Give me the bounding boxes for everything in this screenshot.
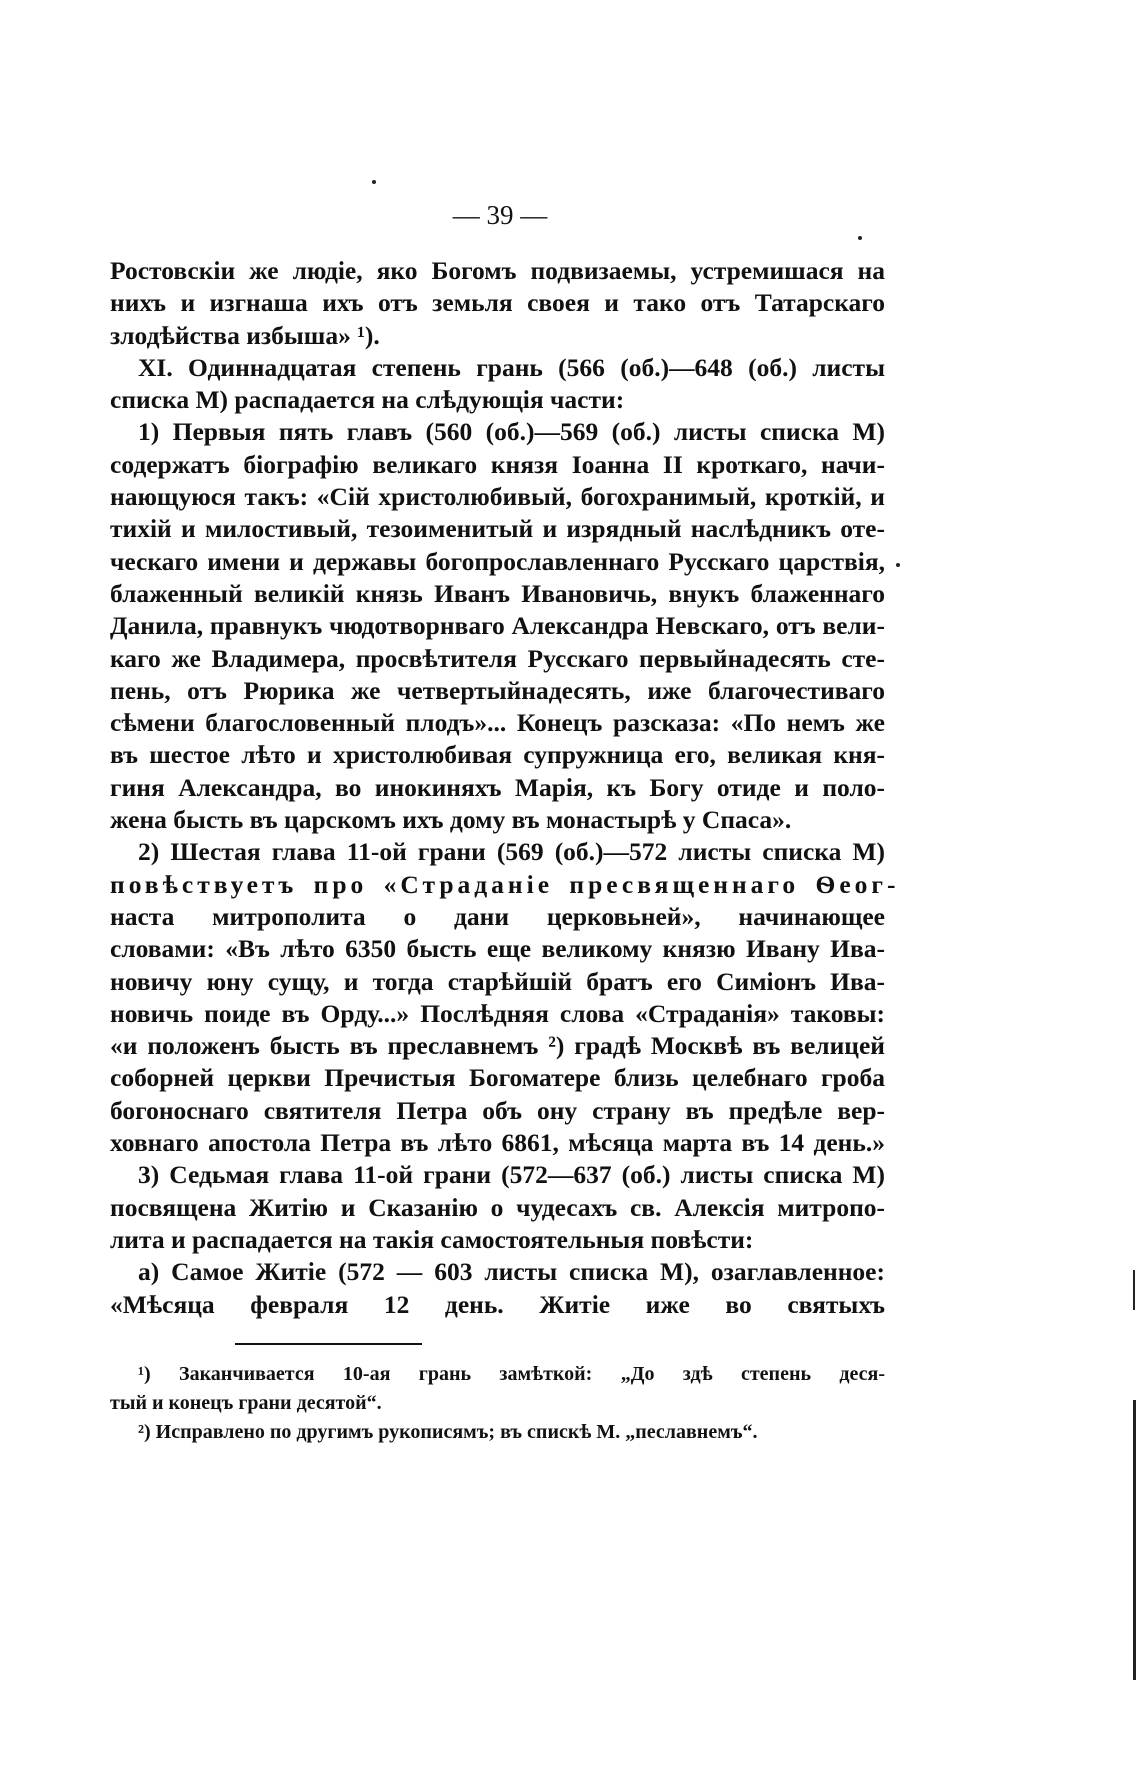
footnote-divider <box>235 1343 422 1345</box>
text-line: новичу юну сущу, и тогда старѣйшій братъ его Симіонъ Ива- <box>110 966 885 996</box>
scan-speck <box>858 236 862 240</box>
text-line: богоноснаго святителя Петра объ ону страну въ предѣле вер- <box>110 1095 885 1125</box>
text-line: въ шестое лѣто и христолюбивая супружница его, великая кня- <box>110 740 885 770</box>
text-line: «Мѣсяца февраля 12 день. Житіе иже во святыхъ <box>110 1289 885 1319</box>
scan-speck <box>372 180 376 184</box>
text-line: списка М) распадается на слѣдующія части: <box>110 385 625 415</box>
footnotes <box>110 1360 885 1447</box>
footnote-line: ¹) Заканчивается 10-ая грань замѣткой: „До здѣ степень деся- <box>138 1363 885 1385</box>
text-line: сѣмени благословенный плодъ»... Конецъ разсказа: «По немъ же <box>110 708 885 738</box>
text-line: XI. Одиннадцатая степень грань (566 (об.)—648 (об.) листы <box>138 352 885 382</box>
text-line: ховнаго апостола Петра въ лѣто 6861, мѣсяца марта въ 14 день.» <box>110 1128 885 1158</box>
page-number: — 39 — <box>452 200 548 230</box>
text-line: нихъ и изгнаша ихъ отъ земьля своея и тако отъ Татарскаго <box>110 288 885 318</box>
text-line: Ростовскіи же людіе, яко Богомъ подвизаемы, устремишася на <box>110 256 885 285</box>
footnote-line: тый и конецъ грани десятой“. <box>110 1392 382 1414</box>
text-line: новичь поиде въ Орду...» Послѣдняя слова «Страданія» таковы: <box>110 998 885 1028</box>
text-line: наста митрополита о дани церковьней», начинающее <box>110 901 885 931</box>
text-line: «и положенъ бысть въ преславнемъ ²) градѣ Москвѣ въ велицей <box>110 1031 885 1061</box>
text-line: пень, отъ Рюрика же четвертыйнадесять, иже благочестиваго <box>110 675 885 705</box>
text-line: каго же Владимера, просвѣтителя Русскаго первыйнадесять сте- <box>110 643 885 673</box>
text-line: а) Самое Житіе (572 — 603 листы списка М), озаглавленное: <box>138 1257 885 1287</box>
main-text <box>110 255 900 1321</box>
text-line: соборней церкви Пречистыя Богоматере близь целебнаго гроба <box>110 1063 885 1093</box>
text-line: гиня Александра, во инокиняхъ Марія, къ Богу отиде и поло- <box>110 772 885 802</box>
text-line: 3) Седьмая глава 11-ой грани (572—637 (об.) листы списка М) <box>138 1160 885 1190</box>
text-line: Данила, правнукъ чюдотворнваго Александра Невскаго, отъ вели- <box>110 611 885 641</box>
text-line: жена бысть въ царскомъ ихъ дому въ монастырѣ у Спаса». <box>110 805 792 835</box>
text-line: словами: «Въ лѣто 6350 бысть еще великому князю Ивану Ива- <box>110 934 885 964</box>
text-line: повѣствуетъ про «Страданіе пресвященнаго Ѳеог- <box>110 869 900 899</box>
text-line: 2) Шестая глава 11-ой грани (569 (об.)—572 листы списка М) <box>138 837 885 867</box>
text-line: лита и распадается на такія самостоятельныя повѣсти: <box>110 1224 754 1254</box>
text-line: злодѣйства избыша» ¹). <box>110 320 380 350</box>
text-line: посвящена Житію и Сказанію о чудесахъ св. Алексія митропо- <box>110 1192 885 1222</box>
footnote-line: ²) Исправлено по другимъ рукописямъ; въ спискѣ М. „пеславнемъ“. <box>138 1421 758 1443</box>
text-line: тихій и милостивый, тезоименитый и изрядный наслѣдникъ оте- <box>110 514 885 544</box>
scan-edge-mark <box>1133 1270 1135 1310</box>
text-line: ческаго имени и державы богопрославленнаго Русскаго царствія, <box>110 546 885 576</box>
text-line: 1) Первыя пять главъ (560 (об.)—569 (об.) листы списка М) <box>138 417 885 447</box>
scan-edge-mark <box>1133 1400 1136 1680</box>
scan-speck <box>896 563 900 567</box>
text-line: содержатъ біографію великаго князя Іоанна II кроткаго, начи- <box>110 449 885 479</box>
text-line: нающуюся такъ: «Сій христолюбивый, богохранимый, кроткій, и <box>110 482 885 512</box>
text-line: блаженный великій князь Иванъ Ивановичь, внукъ блаженнаго <box>110 578 885 608</box>
